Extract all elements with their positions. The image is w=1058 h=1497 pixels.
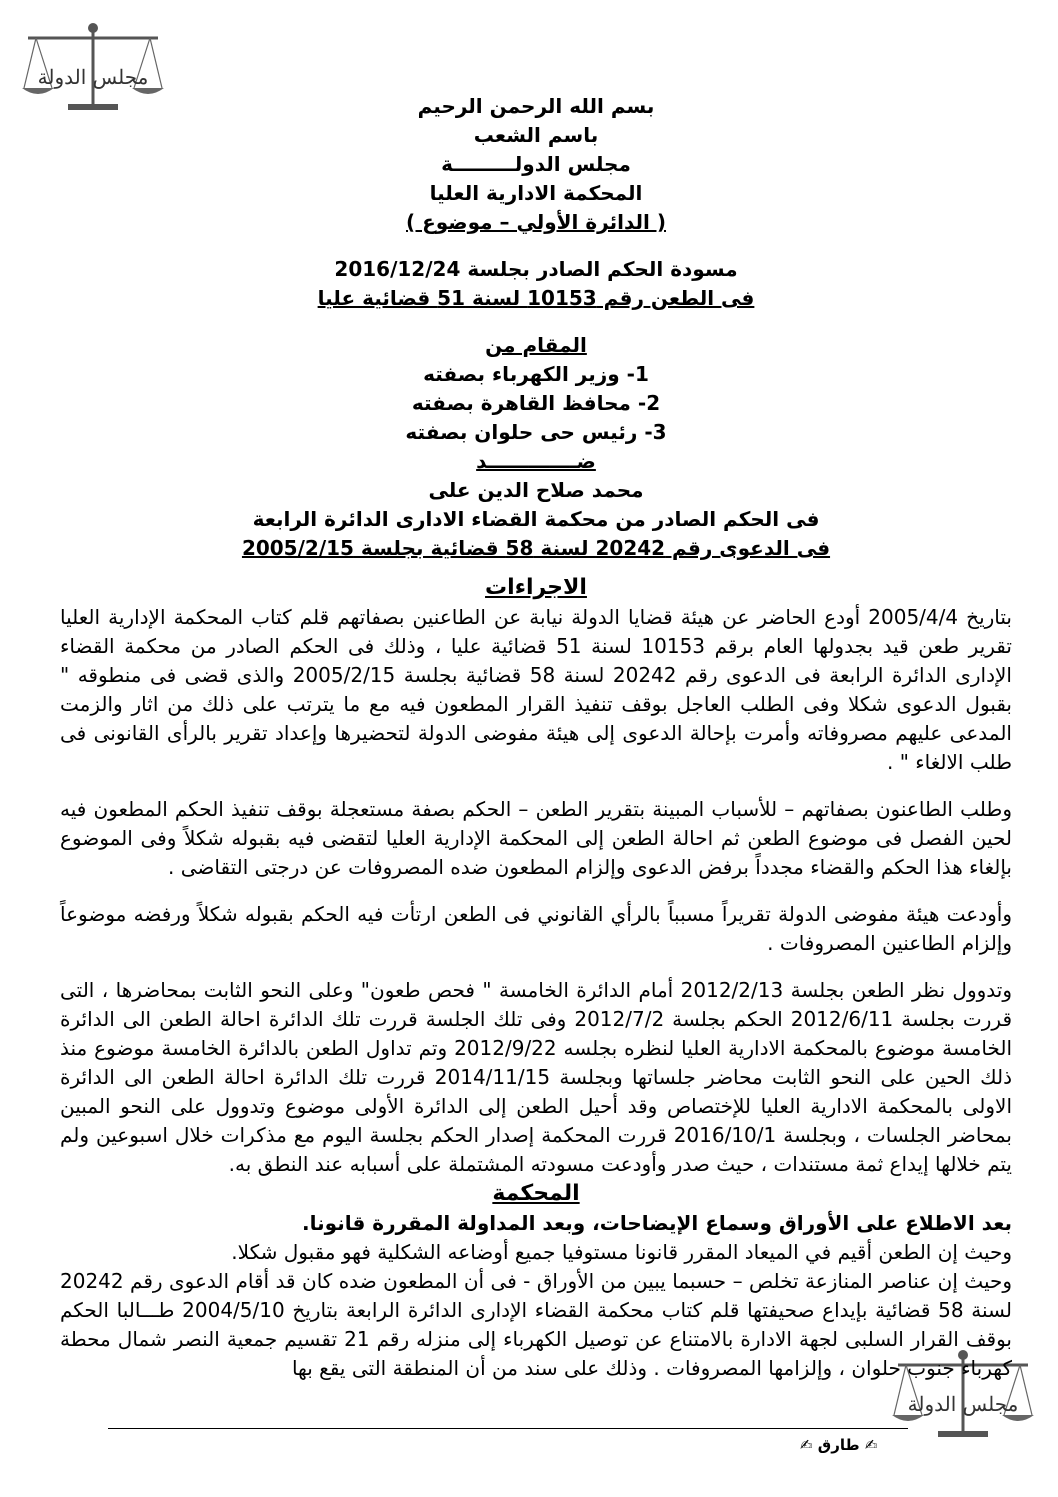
- filed-by-label: المقام من: [485, 333, 587, 357]
- footer-signature: ✍ طارق ✍: [800, 1436, 878, 1454]
- court-section-title: المحكمة: [492, 1181, 580, 1206]
- basmala: بسم الله الرحمن الرحيم: [417, 94, 655, 118]
- svg-text:مجلس الدولة: مجلس الدولة: [907, 1392, 1019, 1416]
- judgment-page: [60, 92, 1012, 1383]
- appeal-number: فى الطعن رقم 10153 لسنة 51 قضائية عليا: [317, 286, 755, 310]
- circuit-name: ( الدائرة الأولي – موضوع ): [406, 210, 666, 234]
- procedures-paragraph-3: وأودعت هيئة مفوضى الدولة تقريراً مسبباً بالرأي القانوني فى الطعن ارتأت فيه الحكم بقبوله شكلاً ورفضه موضوعاً وإلزام الطاعنين المصروفات .: [60, 902, 1012, 955]
- respondent-name: محمد صلاح الدين على: [428, 478, 644, 502]
- ruling-draft-title: مسودة الحكم الصادر بجلسة 2016/12/24: [334, 257, 738, 281]
- party-1: 1- وزير الكهرباء بصفته: [423, 362, 649, 386]
- court-paragraph-2: وحيث إن عناصر المنازعة تخلص – حسبما يبين من الأوراق - فى أن المطعون ضده كان قد أقام الدعوى رقم 20242 لسنة 58 قضائية بإيداع صحيفتها قلم كتاب محكمة القضاء الإدارى الدائرة الرابعة بتاريخ 2004/5/10 طـــالبا الحكم بوقف القرار السلبى لجهة الادارة بالامتناع عن توصيل الكهرباء إلى منزله رقم 21 تقسيم جمعية النصر شمال محطة كهرباء جنوب حلوان ، وإلزامها المصروفات . وذلك على سند من أن المنطقة التى يقع بها: [60, 1269, 1012, 1380]
- court-intro: بعد الاطلاع على الأوراق وسماع الإيضاحات، وبعد المداولة المقررة قانونا.: [302, 1211, 1012, 1235]
- council-name: مجلس الدولـــــــــة: [441, 152, 631, 176]
- procedures-paragraph-1: بتاريخ 2005/4/4 أودع الحاضر عن هيئة قضايا الدولة نيابة عن الطاعنين بصفاتهم قلم كتاب المحكمة الإدارية العليا تقرير طعن قيد بجدولها العام برقم 10153 لسنة 51 قضائية عليا ، وذلك فى الحكم الصادر من محكمة القضاء الإدارى الدائرة الرابعة فى الدعوى رقم 20242 لسنة 58 قضائية بجلسة 2005/2/15 والذى قضى فى منطوقه " بقبول الدعوى شكلا وفى الطلب العاجل بوقف تنفيذ القرار المطعون فيه مع ما يترتب على ذلك من اثار والزمت المدعى عليهم مصروفاته وأمرت بإحالة الدعوى إلى هيئة مفوضى الدولة لتحضيرها وإعداد تقرير بالرأى القانونى فى طلب الالغاء " .: [60, 605, 1013, 774]
- court-paragraph-1: وحيث إن الطعن أقيم في الميعاد المقرر قانونا مستوفيا جميع أوضاعه الشكلية فهو مقبول شكلا.: [231, 1240, 1012, 1264]
- header-block: [60, 92, 1012, 563]
- party-2: 2- محافظ القاهرة بصفته: [411, 391, 661, 415]
- procedures-paragraph-2: وطلب الطاعنون بصفاتهم – للأسباب المبينة بتقرير الطعن – الحكم بصفة مستعجلة بوقف تنفيذ الحكم المطعون فيه لحين الفصل فى موضوع الطعن ثم احالة الطعن إلى المحكمة الإدارية العليا لتقضى فيه بقبوله شكلاً وفى الموضوع بإلغاء هذا الحكم والقضاء مجدداً برفض الدعوى وإلزام المطعون ضده المصروفات عن درجتى التقاضى .: [60, 797, 1012, 879]
- svg-text:مجلس الدولة: مجلس الدولة: [37, 65, 149, 89]
- party-3: 3- رئيس حى حلوان بصفته: [405, 420, 667, 444]
- procedures-paragraph-4: وتدوول نظر الطعن بجلسة 2012/2/13 أمام الدائرة الخامسة " فحص طعون" وعلى النحو الثابت بمحاضرها ، التى قررت بجلسة 2012/6/11 الحكم بجلسة 2012/7/2 وفى تلك الجلسة قررت تلك الدائرة احالة الطعن الى الدائرة الخامسة موضوع بالمحكمة الادارية العليا لنظره بجلسه 2012/9/22 وتم تداول الطعن بالدائرة الخامسة موضوع منذ ذلك الحين على النحو الثابت محاضر جلساتها وبجلسة 2014/11/15 قررت تلك الدائرة احالة الطعن الى الدائرة الاولى بالمحكمة الادارية العليا للإختصاص وقد أحيل الطعن إلى الدائرة الأولى موضوع وتدوول على النحو المبين بمحاضر الجلسات ، وبجلسة 2016/10/1 قررت المحكمة إصدار الحكم بجلسة اليوم مع مذكرات خلال اسبوعين ولم يتم خلالها إيداع ثمة مستندات ، حيث صدر وأودعت مسودته المشتملة على أسبابه عند النطق به.: [60, 978, 1013, 1176]
- court-name: المحكمة الادارية العليا: [429, 181, 643, 205]
- case-reference: فى الدعوى رقم 20242 لسنة 58 قضائية بجلسة 2005/2/15: [241, 536, 831, 560]
- judgment-source: فى الحكم الصادر من محكمة القضاء الادارى الدائرة الرابعة: [252, 507, 820, 531]
- people-line: باسم الشعب: [473, 123, 599, 147]
- against-label: ضـــــــــــــد: [476, 449, 596, 473]
- procedures-title: الاجراءات: [485, 575, 587, 600]
- footer-divider: [108, 1428, 908, 1429]
